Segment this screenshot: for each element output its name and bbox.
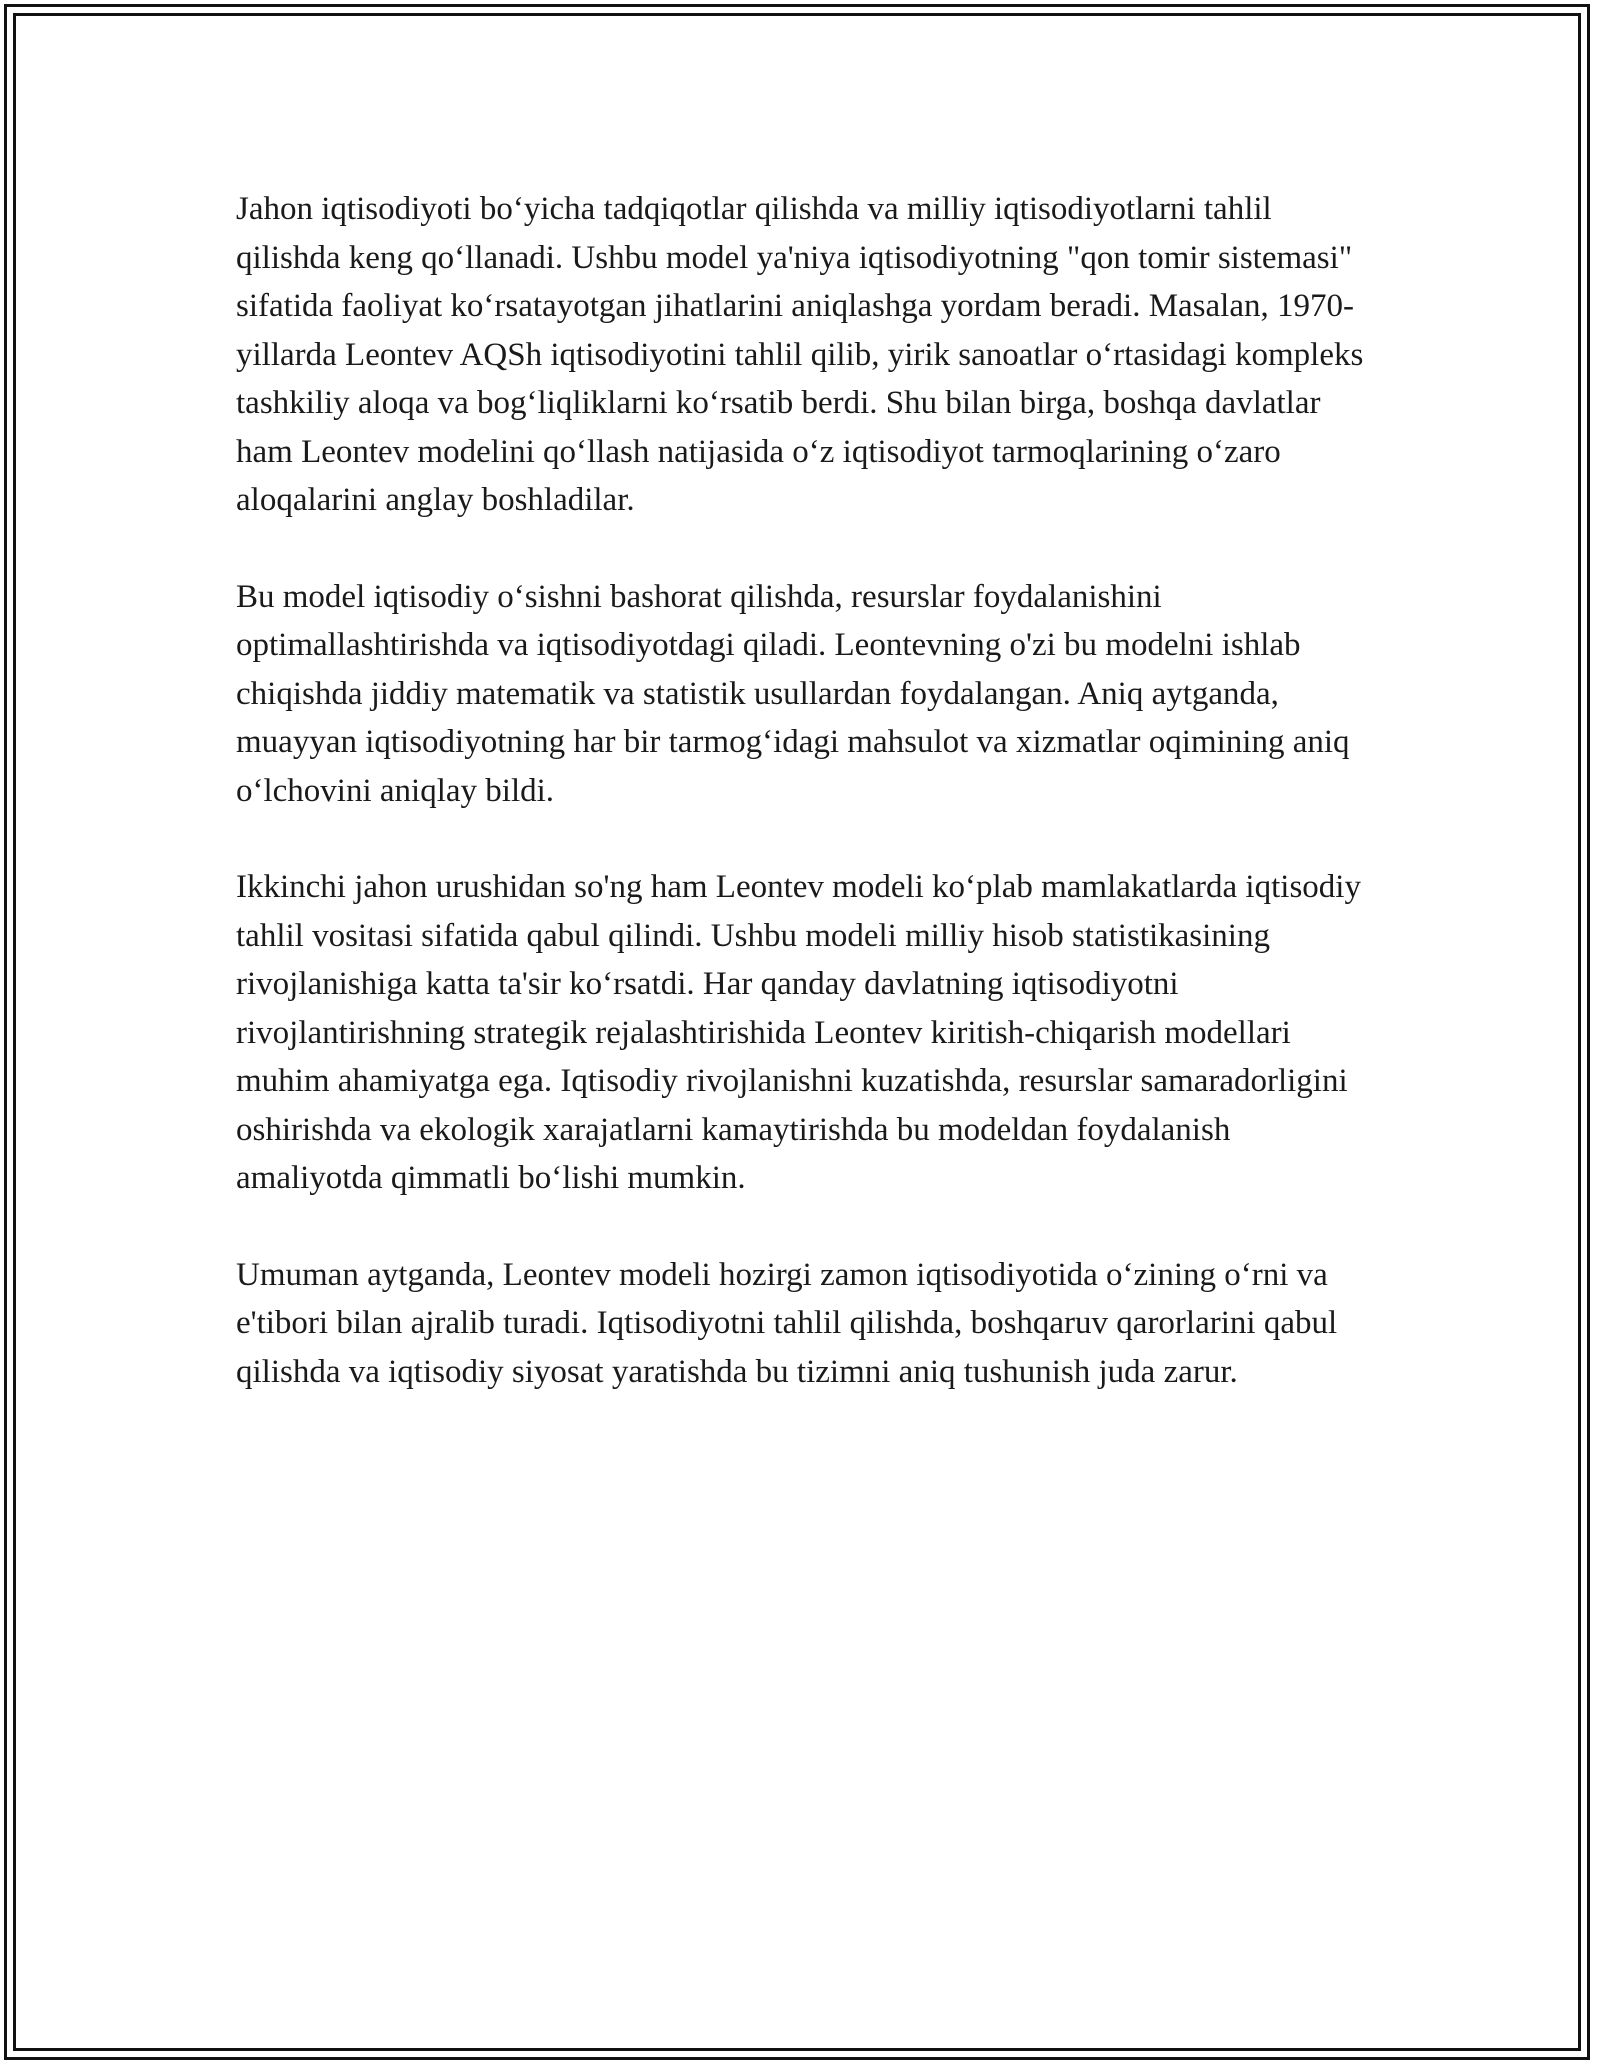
paragraph-1: Jahon iqtisodiyoti bo‘yicha tadqiqotlar qilishda va milliy iqtisodiyotlarni tahlil qilishda keng qo‘llanadi. Ushbu model ya'niya iqtisodiyotning "qon tomir sistemasi" sifatida faoliyat ko‘rsatayotgan jihatlarini aniqlashga yordam beradi. Masalan, 1970-yillarda Leontev AQSh iqtisodiyotini tahlil qilib, yirik sanoatlar o‘rtasidagi kompleks tashkiliy aloqa va bog‘liqliklarni ko‘rsatib berdi. Shu bilan birga, boshqa davlatlar ham Leontev modelini qo‘llash natijasida o‘z iqtisodiyot tarmoqlarining o‘zaro aloqalarini anglay boshladilar. <box>236 191 1364 518</box>
document-body <box>236 185 1366 1444</box>
paragraph-4: Umuman aytganda, Leontev modeli hozirgi zamon iqtisodiyotida o‘zining o‘rni va e'tibori bilan ajralib turadi. Iqtisodiyotni tahlil qilishda, boshqaruv qarorlarini qabul qilishda va iqtisodiy siyosat yaratishda bu tizimni aniq tushunish juda zarur. <box>236 1256 1338 1390</box>
paragraph-2: Bu model iqtisodiy o‘sishni bashorat qilishda, resurslar foydalanishini optimallashtirishda va iqtisodiyotdagi qiladi. Leontevning o'zi bu modelni ishlab chiqishda jiddiy matematik va statistik usullardan foydalangan. Aniq aytganda, muayyan iqtisodiyotning har bir tarmog‘idagi mahsulot va xizmatlar oqimining aniq o‘lchovini aniqlay bildi. <box>236 578 1350 809</box>
paragraph-3: Ikkinchi jahon urushidan so'ng ham Leontev modeli ko‘plab mamlakatlarda iqtisodiy tahlil vositasi sifatida qabul qilindi. Ushbu modeli milliy hisob statistikasining rivojlanishiga katta ta'sir ko‘rsatdi. Har qanday davlatning iqtisodiyotni rivojlantirishning strategik rejalashtirishida Leontev kiritish-chiqarish modellari muhim ahamiyatga ega. Iqtisodiy rivojlanishni kuzatishda, resurslar samaradorligini oshirishda va ekologik xarajatlarni kamaytirishda bu modeldan foydalanish amaliyotda qimmatli bo‘lishi mumkin. <box>236 869 1361 1196</box>
